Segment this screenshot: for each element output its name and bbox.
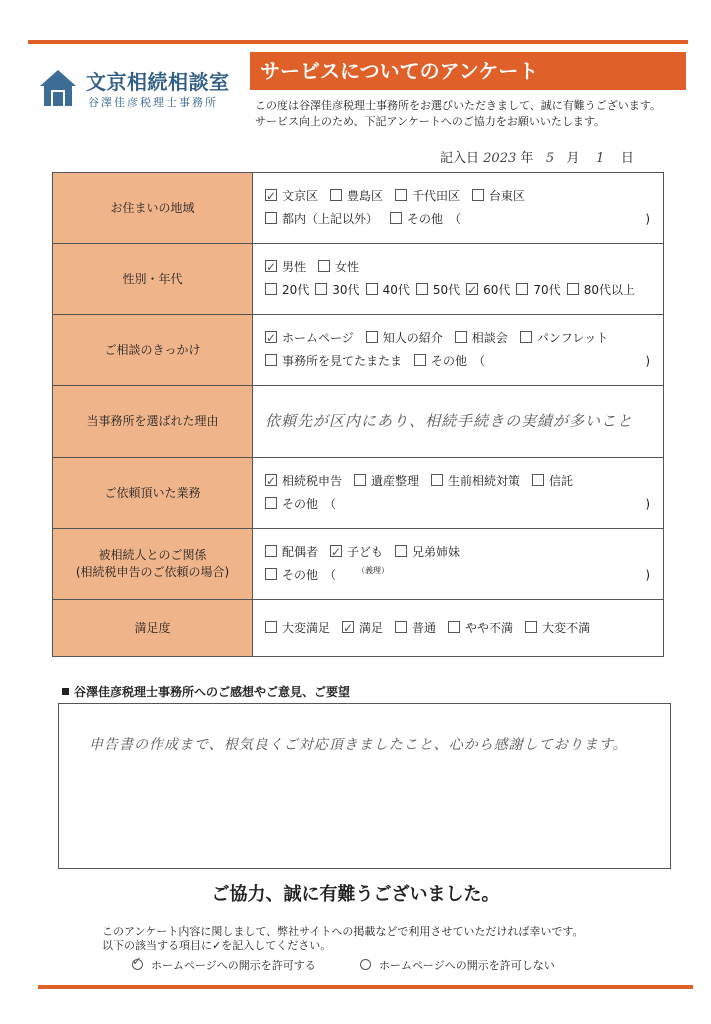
- option-label: パンフレット: [536, 331, 609, 345]
- option-label: 配偶者: [282, 545, 319, 559]
- date-day-unit: 日: [620, 151, 634, 166]
- option-label: 豊島区: [347, 189, 384, 203]
- checkbox-option[interactable]: [472, 189, 525, 203]
- intro-line: この度は谷澤佳彦税理士事務所をお選びいただきまして、誠に有難うございます。: [255, 99, 661, 112]
- office-logo: [38, 62, 243, 114]
- option-line: [265, 279, 662, 302]
- option-line: [265, 256, 662, 279]
- option-label: 遺産整理: [371, 474, 420, 488]
- row-trigger-options: [253, 315, 664, 386]
- row-reason-answer: [253, 386, 664, 458]
- checkbox-icon[interactable]: [265, 568, 277, 580]
- option-label: 満足: [359, 620, 384, 635]
- checked-box-icon[interactable]: [330, 545, 342, 557]
- checked-box-icon[interactable]: [265, 331, 277, 343]
- checked-box-icon[interactable]: [466, 283, 478, 295]
- option-line: [265, 470, 662, 493]
- checkbox-option[interactable]: [431, 474, 520, 488]
- option-label: その他 （: [431, 354, 486, 368]
- row-label-area: お住まいの地域: [53, 173, 253, 244]
- row-area-options: [253, 173, 664, 244]
- checkbox-icon[interactable]: [265, 283, 277, 295]
- checkbox-option[interactable]: [416, 283, 460, 297]
- checkbox-option[interactable]: [265, 497, 336, 511]
- close-paren: ): [645, 568, 650, 582]
- option-label: 大変不満: [542, 620, 591, 635]
- row-label-trigger: ご相談のきっかけ: [53, 315, 253, 386]
- option-label: 信託: [549, 474, 574, 488]
- checkbox-icon[interactable]: [395, 545, 407, 557]
- checkbox-option[interactable]: [330, 545, 383, 559]
- thanks-message: ご協力、誠に有難うございました。: [211, 884, 500, 905]
- survey-title-banner: サービスについてのアンケート: [250, 52, 686, 90]
- row-gender-options: [253, 244, 664, 315]
- row-label-reason: 当事務所を選ばれた理由: [53, 386, 253, 458]
- square-bullet-icon: [62, 688, 69, 695]
- checkbox-option[interactable]: [366, 283, 410, 297]
- checkbox-icon[interactable]: [390, 212, 402, 224]
- checkbox-option[interactable]: [532, 474, 573, 488]
- checkbox-icon[interactable]: [265, 212, 277, 224]
- option-label: やや不満: [465, 620, 514, 635]
- checkbox-icon[interactable]: [330, 189, 342, 201]
- option-label: 相続税申告: [282, 474, 343, 488]
- checkbox-option[interactable]: [265, 283, 309, 297]
- checkbox-option[interactable]: [395, 189, 460, 203]
- date-year-unit: 年: [520, 151, 534, 166]
- checkbox-option[interactable]: [265, 545, 318, 559]
- option-label: 50代: [432, 283, 461, 297]
- intro-line: サービス向上のため、下記アンケートへのご協力をお願いいたします。: [255, 115, 606, 128]
- checkbox-option[interactable]: [354, 474, 419, 488]
- option-line: [265, 185, 662, 208]
- option-label: 兄弟姉妹: [412, 545, 461, 559]
- checkbox-option[interactable]: [395, 621, 436, 635]
- option-label: 80代以上: [583, 283, 635, 297]
- close-paren: ): [645, 212, 650, 226]
- checkbox-icon[interactable]: [532, 474, 544, 486]
- row-service-options: [253, 458, 664, 529]
- footer-line: 以下の該当する項目に✓を記入してください。: [102, 939, 332, 952]
- checkbox-icon[interactable]: [318, 260, 330, 272]
- checkbox-icon[interactable]: [520, 331, 532, 343]
- handwritten-reason: 依頼先が区内にあり、相続手続きの実績が多いこと: [265, 411, 634, 430]
- option-label: 60代: [483, 283, 511, 297]
- top-rule: [28, 40, 688, 44]
- option-label: 普通: [412, 620, 437, 635]
- checkbox-option[interactable]: [567, 283, 635, 297]
- checkbox-option[interactable]: [265, 212, 378, 226]
- checkbox-option[interactable]: [265, 621, 330, 635]
- checkbox-icon[interactable]: [414, 354, 426, 366]
- checkbox-option[interactable]: [265, 568, 336, 582]
- option-label: その他 （: [407, 212, 462, 226]
- date-day: 1: [596, 151, 605, 166]
- checkbox-icon[interactable]: [265, 354, 277, 366]
- date-label: 記入日: [440, 151, 480, 166]
- checkbox-option[interactable]: [520, 331, 608, 345]
- option-label: 大変満足: [282, 620, 331, 635]
- relation-label: 被相続人とのご関係: [98, 548, 207, 562]
- checkbox-option[interactable]: [315, 283, 359, 297]
- handwritten-comment: 申告書の作成まで、根気良くご対応頂きましたこと、心から感謝しております。: [89, 737, 628, 753]
- date-month-unit: 月: [566, 151, 580, 166]
- checkbox-option[interactable]: [455, 331, 508, 345]
- option-label: 女性: [335, 260, 360, 274]
- option-label: 台東区: [489, 189, 526, 203]
- relation-sublabel: (相続税申告のご依頼の場合): [75, 565, 230, 579]
- checked-box-icon[interactable]: [265, 189, 277, 201]
- checkbox-icon[interactable]: [315, 283, 327, 295]
- checkbox-option[interactable]: [414, 354, 485, 368]
- checkbox-option[interactable]: [525, 621, 590, 635]
- row-label-gender-age: 性別・年代: [53, 244, 253, 315]
- option-label: 知人の紹介: [382, 331, 443, 345]
- checkbox-option[interactable]: [448, 621, 513, 635]
- option-label: 20代: [282, 283, 310, 297]
- checkbox-icon[interactable]: [395, 189, 407, 201]
- checkbox-icon[interactable]: [516, 283, 528, 295]
- radio-icon: [360, 959, 371, 970]
- row-label-relation: [53, 529, 253, 600]
- checkbox-option[interactable]: [395, 545, 460, 559]
- permission-deny-label: ホームページへの開示を許可しない: [379, 959, 555, 972]
- checkbox-option[interactable]: [342, 621, 383, 635]
- checkbox-option[interactable]: [265, 260, 306, 274]
- checkbox-icon[interactable]: [431, 474, 443, 486]
- checkbox-option[interactable]: [390, 212, 461, 226]
- permission-allow[interactable]: [132, 957, 316, 973]
- checkbox-icon[interactable]: [395, 621, 407, 633]
- date-line: [440, 147, 634, 166]
- checkbox-icon[interactable]: [455, 331, 467, 343]
- option-label: その他 （: [282, 568, 337, 582]
- option-line: [265, 327, 662, 350]
- checkbox-icon[interactable]: [472, 189, 484, 201]
- checkbox-icon[interactable]: [448, 621, 460, 633]
- option-label: ホームページ: [282, 331, 354, 345]
- checkbox-option[interactable]: [330, 189, 383, 203]
- option-label: 相談会: [471, 331, 508, 345]
- option-line: [265, 541, 662, 564]
- intro-text: [255, 98, 661, 130]
- comment-title-text: 谷澤佳彦税理士事務所へのご感想やご意見、ご要望: [74, 685, 351, 699]
- option-label: 40代: [382, 283, 410, 297]
- option-label: その他 （: [282, 497, 337, 511]
- logo-subtitle: 谷澤佳彦税理士事務所: [88, 96, 218, 109]
- option-label: 文京区: [282, 189, 319, 203]
- footer-line: このアンケート内容に関しまして、弊社サイトへの掲載などで利用させていただければ幸いです。: [102, 925, 584, 938]
- option-label: 千代田区: [412, 189, 461, 203]
- row-label-satisfaction: 満足度: [53, 600, 253, 657]
- checkbox-icon[interactable]: [354, 474, 366, 486]
- row-relation-options: [253, 529, 664, 600]
- checkbox-option[interactable]: [366, 331, 443, 345]
- option-label: 30代: [332, 283, 360, 297]
- checkbox-option[interactable]: [265, 189, 318, 203]
- comment-section-title: [62, 683, 350, 700]
- checkbox-icon[interactable]: [366, 283, 378, 295]
- option-label: 事務所を見てたまたま: [282, 354, 403, 368]
- logo-title: 文京相続相談室: [86, 70, 230, 94]
- option-label: 70代: [533, 283, 561, 297]
- checkbox-icon[interactable]: [416, 283, 428, 295]
- permission-allow-label: ホームページへの開示を許可する: [151, 959, 316, 972]
- checkbox-option[interactable]: [265, 331, 354, 345]
- option-line: [265, 617, 662, 640]
- checkbox-option[interactable]: [265, 354, 402, 368]
- option-label: 都内（上記以外）: [282, 212, 379, 226]
- option-label: 男性: [282, 260, 307, 274]
- checkbox-icon[interactable]: [525, 621, 537, 633]
- checked-box-icon[interactable]: [265, 260, 277, 272]
- checked-box-icon[interactable]: [342, 621, 354, 633]
- close-paren: ): [645, 354, 650, 368]
- checkbox-icon[interactable]: [265, 497, 277, 509]
- in-law-note: （義理）: [357, 566, 389, 575]
- checkbox-icon[interactable]: [265, 621, 277, 633]
- row-label-service: ご依頼頂いた業務: [53, 458, 253, 529]
- checked-box-icon[interactable]: [265, 474, 277, 486]
- survey-table: [52, 172, 664, 657]
- radio-icon: [132, 959, 143, 970]
- house-icon: [38, 68, 78, 108]
- permission-deny[interactable]: [360, 957, 555, 973]
- date-year: 2023: [483, 151, 517, 166]
- checkbox-icon[interactable]: [366, 331, 378, 343]
- date-month: 5: [545, 151, 555, 166]
- checkbox-option[interactable]: [516, 283, 560, 297]
- comment-box[interactable]: [58, 703, 671, 869]
- option-label: 子ども: [347, 545, 384, 559]
- checkbox-icon[interactable]: [567, 283, 579, 295]
- close-paren: ): [645, 497, 650, 511]
- checkbox-option[interactable]: [265, 474, 342, 488]
- checkbox-icon[interactable]: [265, 545, 277, 557]
- checkbox-option[interactable]: [318, 260, 359, 274]
- bottom-rule: [38, 985, 693, 989]
- row-satisfaction-options: [253, 600, 664, 657]
- checkbox-option[interactable]: [466, 283, 510, 297]
- option-label: 生前相続対策: [448, 474, 521, 488]
- footer-text: [102, 925, 583, 953]
